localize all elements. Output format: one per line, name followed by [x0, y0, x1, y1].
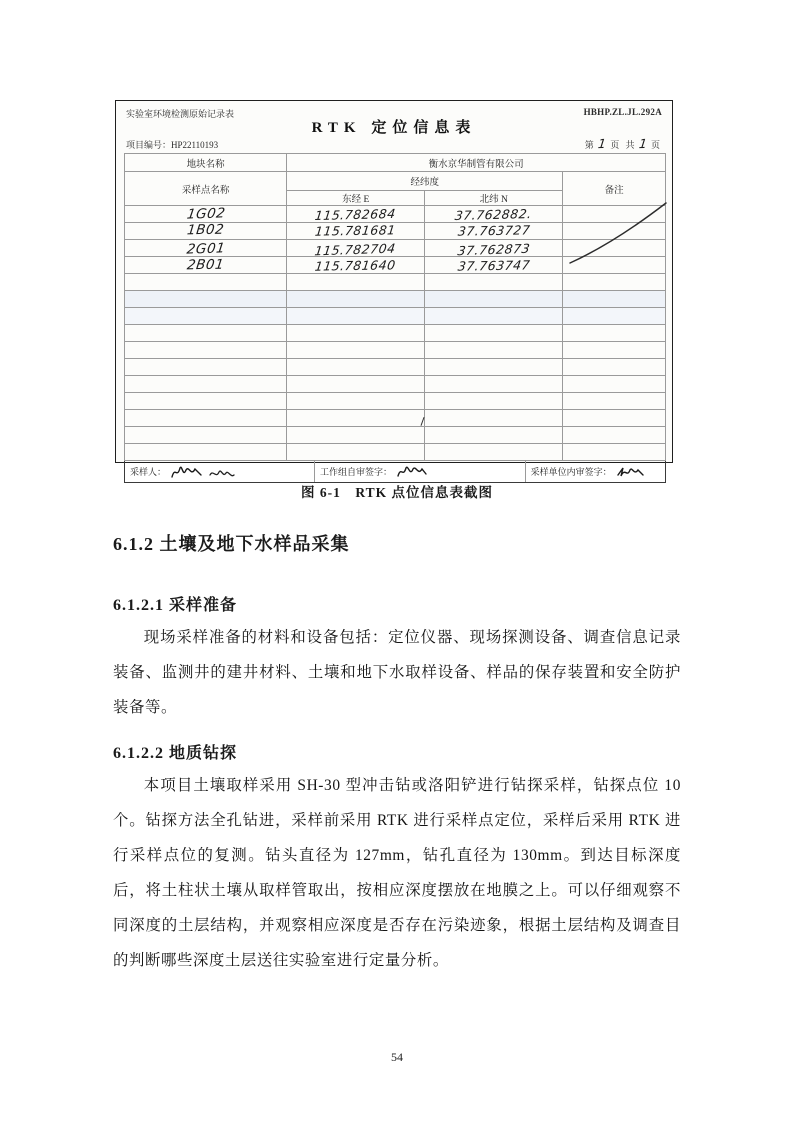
empty-cell: [125, 342, 287, 359]
empty-cell: [425, 359, 563, 376]
empty-cell: [287, 427, 425, 444]
figure-caption: 图 6-1 RTK 点位信息表截图: [300, 485, 494, 500]
section-heading-6122: 6.1.2.2 地质钻探: [113, 745, 238, 762]
empty-cell: [125, 393, 287, 410]
empty-row: [125, 427, 666, 444]
latitude-cell: 37.762873: [425, 240, 563, 257]
longitude-cell: 115.782684: [287, 206, 425, 223]
unit-internal-signature: [616, 464, 646, 480]
empty-row: [125, 342, 666, 359]
empty-cell: [125, 410, 287, 427]
empty-cell: [287, 410, 425, 427]
empty-row: [125, 444, 666, 461]
page-count-fields: [583, 136, 662, 151]
sampler-label: 采样人：: [130, 467, 167, 477]
sampler-cell: [125, 461, 314, 482]
empty-cell: [563, 274, 666, 291]
site-name-value: 衡水京华制管有限公司: [287, 154, 666, 172]
coordinates-header: 经纬度: [287, 172, 563, 191]
empty-cell: [425, 444, 563, 461]
empty-cell: [425, 325, 563, 342]
empty-row: [125, 376, 666, 393]
data-row: [125, 257, 666, 274]
data-row: [125, 223, 666, 240]
empty-cell: [425, 393, 563, 410]
page-word-ye: 页: [610, 140, 620, 150]
total-pages-handwritten: 1: [637, 135, 648, 152]
sampler-signature-2: [208, 466, 236, 482]
page-word-ye2: 页: [650, 140, 660, 150]
remark-cell: [563, 206, 666, 223]
empty-cell: [287, 342, 425, 359]
page-word-di: 第: [584, 140, 594, 150]
remark-cell: [563, 240, 666, 257]
empty-cell: [287, 291, 425, 308]
form-subheader-row: [116, 135, 672, 153]
form-title: RTK 定位信息表: [311, 120, 477, 136]
empty-cell: [425, 342, 563, 359]
section-heading-612: 6.1.2 土壤及地下水样品采集: [113, 534, 350, 554]
empty-cell: [287, 359, 425, 376]
empty-cell: [125, 359, 287, 376]
empty-cell: [563, 359, 666, 376]
latitude-header: 北纬 N: [425, 191, 563, 206]
unit-internal-review-cell: [525, 461, 665, 482]
rtk-form-scan: [115, 100, 673, 477]
empty-cell: [425, 427, 563, 444]
latitude-cell: 37.763747: [425, 257, 563, 274]
signature-row: [124, 461, 666, 483]
empty-cell: [563, 427, 666, 444]
data-row: [125, 240, 666, 257]
empty-cell: [425, 410, 563, 427]
empty-cell: [563, 325, 666, 342]
page-number: 54: [391, 1050, 403, 1064]
workgroup-signature: [396, 464, 428, 480]
empty-cell: [425, 308, 563, 325]
unit-internal-review-label: 采样单位内审签字：: [530, 467, 612, 477]
point-cell: 2G01: [125, 240, 287, 257]
empty-row: [125, 325, 666, 342]
paragraph-geological-drilling: 本项目土壤取样采用 SH-30 型冲击钻或洛阳铲进行钻探采样，钻探点位 10 个。钻探方法全孔钻进，采样前采用 RTK 进行采样点定位，采样后采用 RTK 进行采样点位的复测。钻头直径为 127mm，钻孔直径为 130mm。到达目标深度后，将土柱状土壤从取样管取出，按相应深度摆放在地膜之上。可以仔细观察不同深度的土层结构，并观察相应深度是否存在污染迹象，根据土层结构及调查目的判断哪些深度土层送往实验室进行定量分析。: [113, 777, 681, 969]
empty-cell: [563, 291, 666, 308]
empty-cell: [425, 291, 563, 308]
empty-cell: [287, 393, 425, 410]
longitude-header: 东经 E: [287, 191, 425, 206]
sampler-signature-1: [170, 464, 204, 480]
empty-cell: [125, 444, 287, 461]
page-word-gong: 共: [625, 140, 635, 150]
empty-cell: [425, 376, 563, 393]
remark-cell: [563, 257, 666, 274]
rtk-table: [124, 153, 666, 461]
empty-cell: [125, 291, 287, 308]
empty-row: [125, 393, 666, 410]
form-doc-code: HBHP.ZL.JL.292A: [583, 107, 662, 117]
data-row: [125, 206, 666, 223]
point-name-header: 采样点名称: [125, 172, 287, 206]
form-header-row: [116, 101, 672, 119]
longitude-cell: 115.782704: [287, 240, 425, 257]
empty-cell: [287, 274, 425, 291]
workgroup-review-label: 工作组自审签字：: [320, 467, 393, 477]
empty-cell: [125, 376, 287, 393]
empty-cell: [563, 393, 666, 410]
workgroup-review-cell: [314, 461, 525, 482]
project-number: 项目编号：HP22110193: [126, 140, 219, 150]
empty-row: [125, 291, 666, 308]
empty-cell: [563, 410, 666, 427]
empty-row: [125, 274, 666, 291]
empty-cell: [125, 274, 287, 291]
point-cell: 1G02: [125, 206, 287, 223]
empty-cell: [287, 325, 425, 342]
empty-cell: [287, 308, 425, 325]
empty-cell: [563, 342, 666, 359]
current-page-handwritten: 1: [596, 135, 608, 152]
form-doc-type-label: 实验室环境检测原始记录表: [126, 109, 235, 119]
point-cell: 1B02: [125, 223, 287, 240]
form-table-body: [125, 206, 666, 461]
site-name-label: 地块名称: [125, 154, 287, 172]
empty-cell: [287, 376, 425, 393]
empty-row: [125, 410, 666, 427]
empty-cell: [287, 444, 425, 461]
longitude-cell: 115.781640: [287, 257, 425, 274]
paragraph-sampling-preparation: 现场采样准备的材料和设备包括：定位仪器、现场探测设备、调查信息记录装备、监测井的建井材料、土壤和地下水取样设备、样品的保存装置和安全防护装备等。: [113, 629, 681, 716]
remark-header: 备注: [563, 172, 666, 206]
empty-cell: [563, 376, 666, 393]
empty-cell: [125, 325, 287, 342]
empty-row: [125, 308, 666, 325]
latitude-cell: 37.763727: [425, 223, 563, 240]
point-cell: 2B01: [125, 257, 287, 274]
empty-cell: [125, 308, 287, 325]
longitude-cell: 115.781681: [287, 223, 425, 240]
section-heading-6121: 6.1.2.1 采样准备: [113, 597, 238, 614]
empty-cell: [563, 308, 666, 325]
empty-cell: [125, 427, 287, 444]
latitude-cell: 37.762882.: [425, 206, 563, 223]
remark-cell: [563, 223, 666, 240]
empty-cell: [425, 274, 563, 291]
empty-row: [125, 359, 666, 376]
empty-cell: [563, 444, 666, 461]
